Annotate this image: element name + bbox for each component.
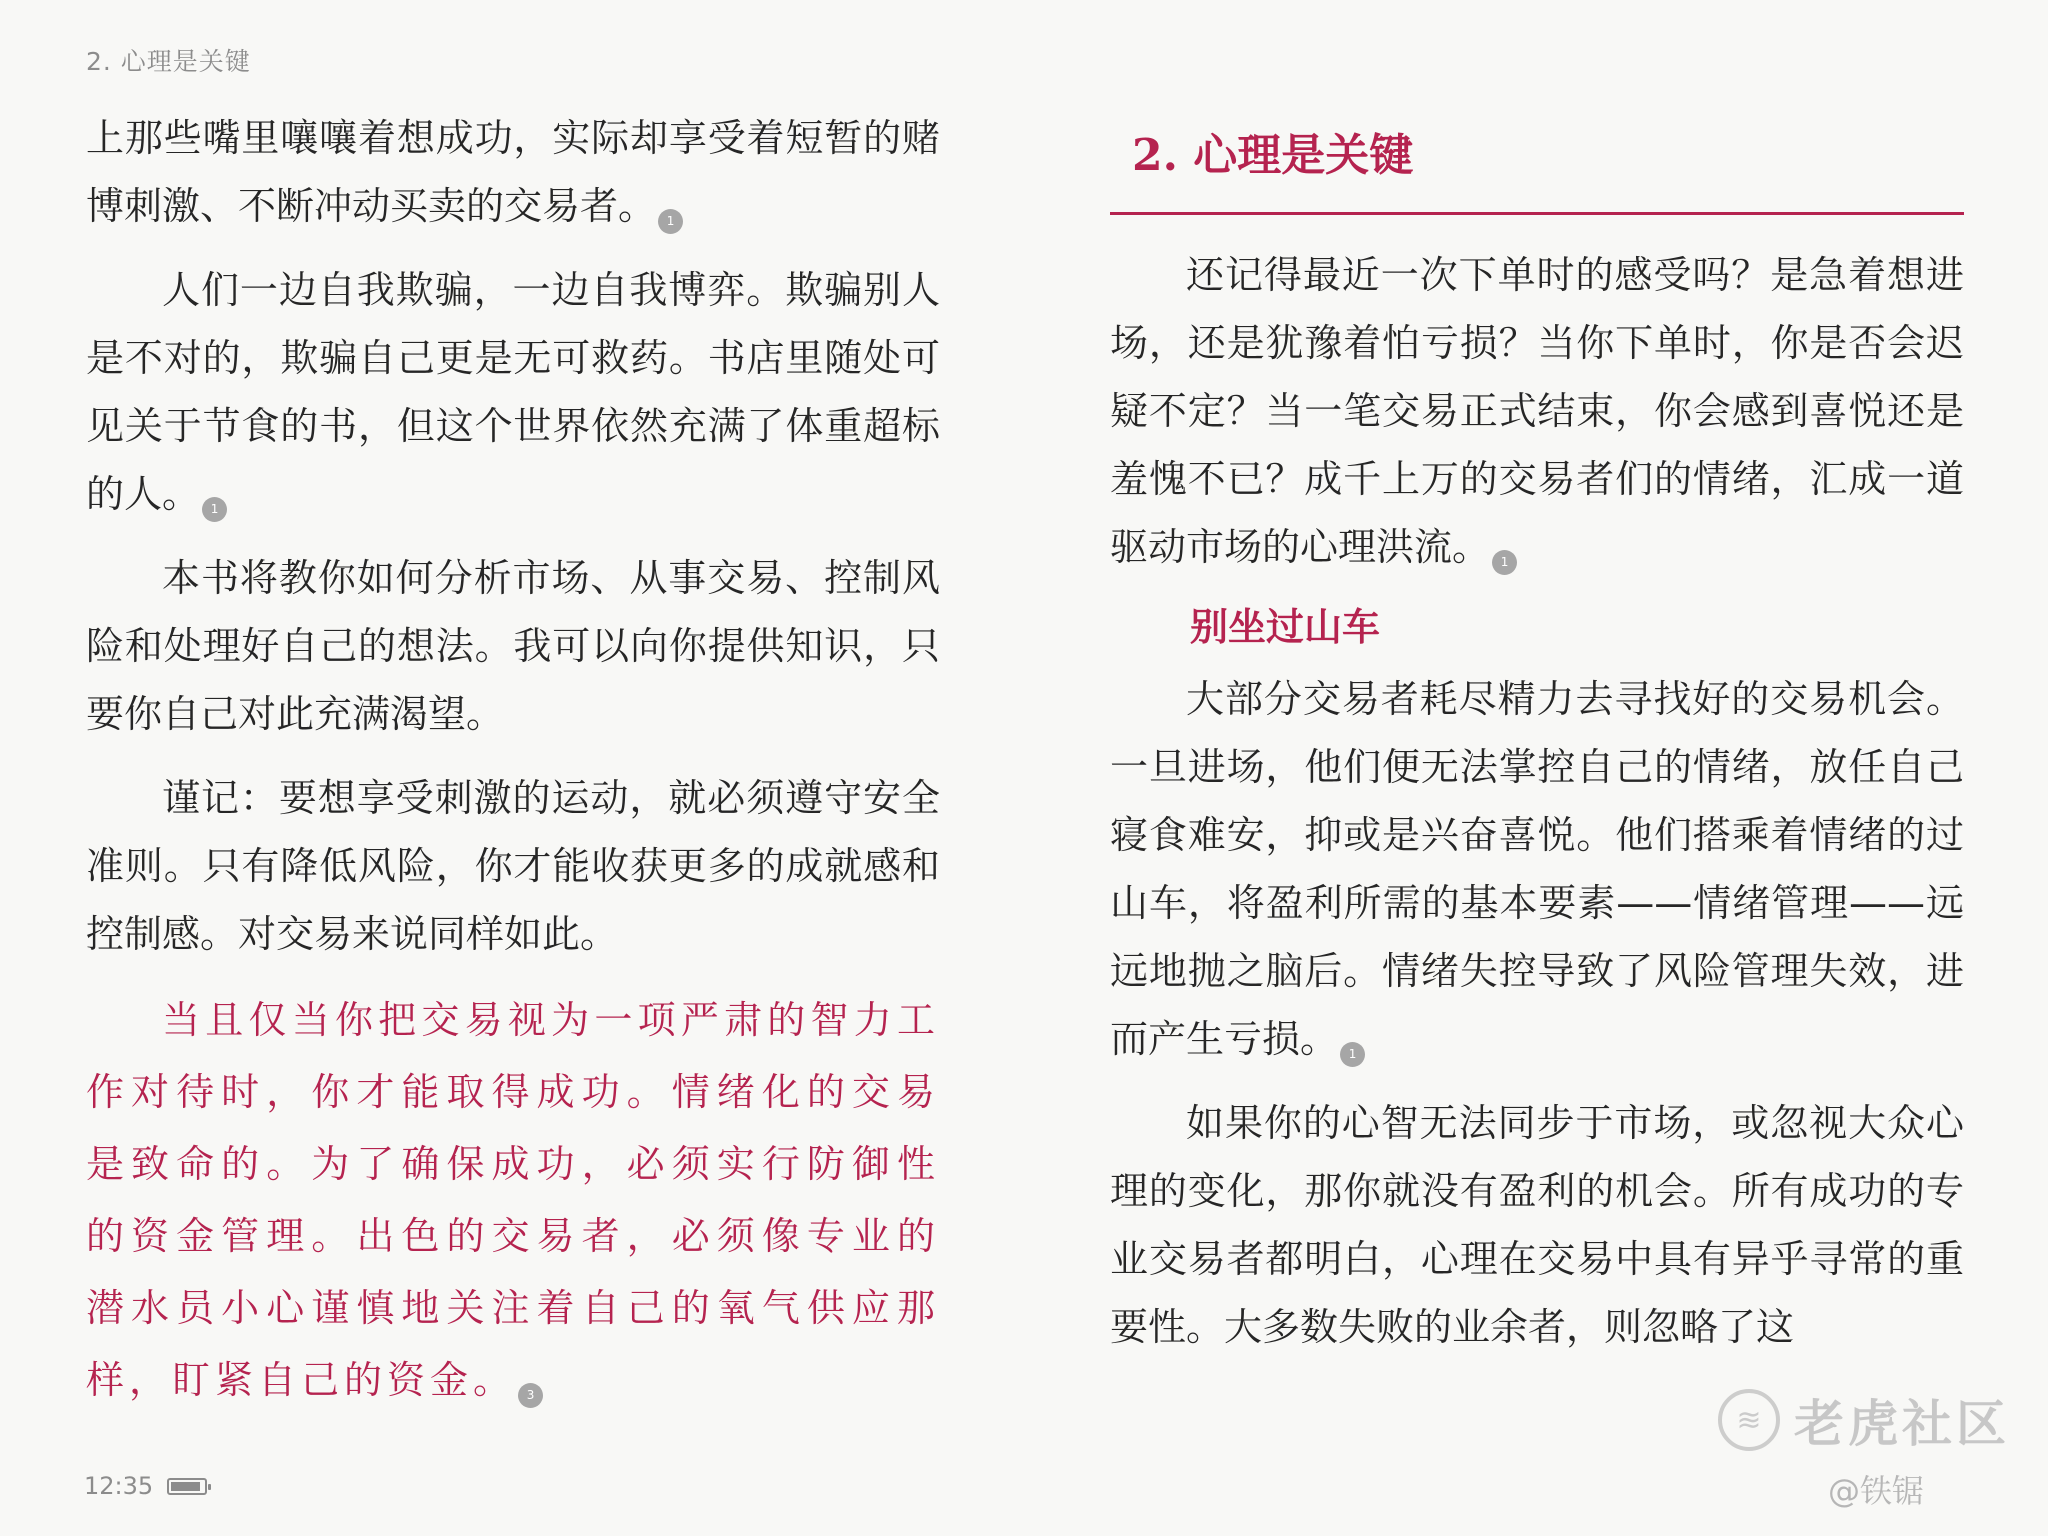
watermark <box>1718 1384 2010 1456</box>
paragraph: 上那些嘴里嚷嚷着想成功，实际却享受着短暂的赌博刺激、不断冲动买卖的交易者。 1 <box>86 104 940 240</box>
paragraph: 还记得最近一次下单时的感受吗？是急着想进场，还是犹豫着怕亏损？当你下单时，你是否会迟疑不定？当一笔交易正式结束，你会感到喜悦还是羞愧不已？成千上万的交易者们的情绪，汇成一道驱动市场的心理洪流。 1 <box>1110 241 1964 581</box>
paragraph: 谨记：要想享受刺激的运动，就必须遵守安全准则。只有降低风险，你才能收获更多的成就感和控制感。对交易来说同样如此。 <box>86 776 940 956</box>
paragraph: 如果你的心智无法同步于市场，或忽视大众心理的变化，那你就没有盈利的机会。所有成功的专业交易者都明白，心理在交易中具有异乎寻常的重要性。大多数失败的业余者，则忽略了这 <box>1110 1101 1964 1349</box>
tiger-logo-icon: ≋ <box>1718 1389 1780 1451</box>
footnote-marker[interactable]: 1 <box>1340 1042 1365 1067</box>
battery-level <box>171 1482 200 1491</box>
battery-icon <box>167 1478 207 1495</box>
chapter-title: 2. 心理是关键 <box>1132 130 1414 181</box>
watermark-brand: 老虎社区 <box>1794 1395 2010 1453</box>
right-page-text <box>1110 120 1964 1377</box>
footnote-marker[interactable]: 1 <box>1492 550 1517 575</box>
paragraph: 人们一边自我欺骗，一边自我博弈。欺骗别人是不对的，欺骗自己更是无可救药。书店里随处可见关于节食的书，但这个世界依然充满了体重超标的人。 1 <box>86 256 940 528</box>
clock: 12:35 <box>84 1472 154 1500</box>
section-title: 别坐过山车 <box>1190 605 1381 649</box>
footnote-marker[interactable]: 3 <box>518 1383 543 1408</box>
right-page[interactable] <box>1110 0 1964 1536</box>
left-page-text <box>86 104 940 1432</box>
watermark-user: @铁锯 <box>1828 1472 1925 1510</box>
footnote-marker[interactable]: 1 <box>202 497 227 522</box>
running-header: 2. 心理是关键 <box>86 47 251 76</box>
left-page[interactable] <box>86 0 940 1536</box>
paragraph: 本书将教你如何分析市场、从事交易、控制风险和处理好自己的想法。我可以向你提供知识，只要你自己对此充满渴望。 <box>86 556 940 736</box>
chapter-divider <box>1110 212 1964 215</box>
paragraph: 大部分交易者耗尽精力去寻找好的交易机会。一旦进场，他们便无法掌控自己的情绪，放任自己寝食难安，抑或是兴奋喜悦。他们搭乘着情绪的过山车，将盈利所需的基本要素——情绪管理——远远地抛之脑后。情绪失控导致了风险管理失效，进而产生亏损。 1 <box>1110 665 1964 1073</box>
status-bar <box>84 1472 207 1500</box>
highlighted-quote: 当且仅当你把交易视为一项严肃的智力工作对待时，你才能取得成功。情绪化的交易是致命的。为了确保成功，必须实行防御性的资金管理。出色的交易者，必须像专业的潜水员小心谨慎地关注着自己的氧气供应那样，盯紧自己的资金。 3 <box>86 984 940 1416</box>
footnote-marker[interactable]: 1 <box>658 209 683 234</box>
